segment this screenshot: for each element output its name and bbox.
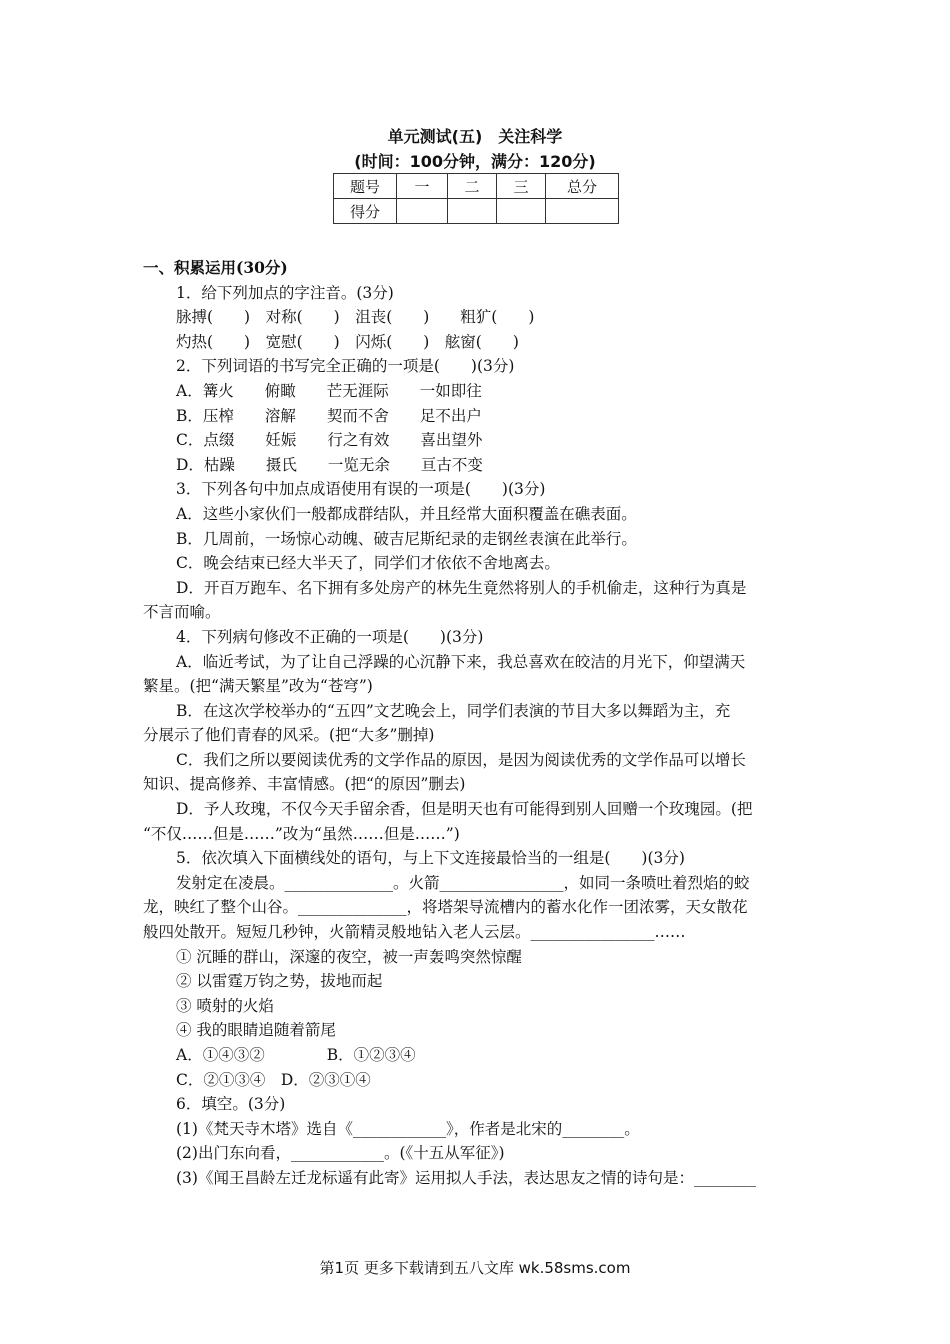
text-line: B．压榨 溶解 契而不舍 足不出户 (176, 406, 482, 425)
text-line: A．临近考试，为了让自己浮躁的心沉静下来，我总喜欢在皎洁的月光下，仰望满天 (176, 652, 746, 671)
score-table-header-row (334, 174, 619, 199)
text-line: ② 以雷霆万钧之势，拔地而起 (176, 972, 383, 991)
text-line: 发射定在凌晨。______________。火箭________________，如同一条喷吐着烈焰的蛟 (176, 873, 750, 892)
text-line: 脉搏( ) 对称( ) 沮丧( ) 粗犷( ) (176, 308, 535, 327)
text-line: D．开百万跑车、名下拥有多处房产的林先生竟然将别人的手机偷走，这种行为真是 (176, 578, 747, 597)
text-line: A．篝火 俯瞰 芒无涯际 一如即往 (176, 381, 482, 400)
page-title: 单元测试(五) 关注科学 (387, 127, 563, 146)
text-line: (2)出门东向看，____________。(《十五从军征》) (176, 1144, 505, 1163)
score-cell (546, 199, 619, 224)
text-line: 灼热( ) 宽慰( ) 闪烁( ) 舷窗( ) (176, 332, 519, 351)
text-line: 6．填空。(3分) (176, 1095, 286, 1114)
text-line: C．我们之所以要阅读优秀的文学作品的原因，是因为阅读优秀的文学作品可以增长 (176, 750, 746, 769)
score-header-cell: 题号 (334, 174, 397, 199)
text-line: B．几周前，一场惊心动魄、破吉尼斯纪录的走钢丝表演在此举行。 (176, 529, 637, 548)
text-line: C．②①③④ D．②③①④ (176, 1070, 371, 1089)
text-line: 2．下列词语的书写完全正确的一项是( )(3分) (176, 357, 515, 376)
text-line: A．①④③② B．①②③④ (176, 1046, 416, 1064)
exam-content (143, 256, 808, 1191)
score-cell (448, 199, 497, 224)
text-line: 不言而喻。 (143, 603, 221, 622)
page-footer: 第1页 更多下载请到五八文库 wk.58sms.com (319, 1259, 631, 1277)
text-line: 般四处散开。短短几秒钟，火箭精灵般地钻入老人云层。________________…… (143, 923, 686, 942)
text-line: (3)《闻王昌龄左迁龙标遥有此寄》运用拟人手法，表达思友之情的诗句是：________ (176, 1168, 756, 1187)
score-row-label: 得分 (334, 199, 397, 224)
text-line: D．予人玫瑰，不仅今天手留余香，但是明天也有可能得到别人回赠一个玫瑰园。(把 (176, 800, 753, 819)
score-header-cell: 一 (397, 174, 448, 199)
text-line: 5．依次填入下面横线处的语句，与上下文连接最恰当的一组是( )(3分) (176, 849, 685, 868)
score-header-cell: 总分 (546, 174, 619, 199)
text-line: ① 沉睡的群山，深邃的夜空，被一声轰鸣突然惊醒 (176, 947, 522, 966)
text-line: 龙，映红了整个山谷。______________，将塔架导流槽内的蓄水化作一团浓雾，天女散花 (143, 898, 748, 917)
text-line: ③ 喷射的火焰 (176, 996, 274, 1015)
text-line: 分展示了他们青春的风采。(把“大多”删掉) (143, 726, 435, 745)
text-line: 1．给下列加点的字注音。(3分) (176, 283, 394, 302)
score-table (333, 173, 619, 224)
text-line: 3．下列各句中加点成语使用有误的一项是( )(3分) (176, 480, 546, 499)
text-line: “不仅……但是……”改为“虽然……但是……”) (143, 824, 460, 843)
score-cell (397, 199, 448, 224)
text-line: (1)《梵天寺木塔》选自《____________》，作者是北宋的________。 (176, 1119, 640, 1138)
exam-info: (时间：100分钟，满分：120分) (354, 152, 596, 171)
text-line: D．枯躁 摄氏 一览无余 亘古不变 (176, 455, 483, 474)
text-line: C．晚会结束已经大半天了，同学们才依依不舍地离去。 (176, 554, 560, 573)
text-line: C．点缀 妊娠 行之有效 喜出望外 (176, 431, 483, 450)
section-heading: 一、积累运用(30分) (143, 258, 288, 277)
score-header-cell: 三 (497, 174, 546, 199)
text-line: B．在这次学校举办的“五四”文艺晚会上，同学们表演的节目大多以舞蹈为主，充 (176, 701, 731, 720)
text-line: 知识、提高修养、丰富情感。(把“的原因”删去) (143, 775, 466, 794)
score-header-cell: 二 (448, 174, 497, 199)
text-line: 繁星。(把“满天繁星”改为“苍穹”) (143, 677, 373, 696)
text-line: 4．下列病句修改不正确的一项是( )(3分) (176, 627, 484, 646)
text-line: A．这些小家伙们一般都成群结队，并且经常大面积覆盖在礁表面。 (176, 504, 637, 523)
score-cell (497, 199, 546, 224)
text-line: ④ 我的眼睛追随着箭尾 (176, 1021, 336, 1040)
score-table-score-row (334, 199, 619, 224)
